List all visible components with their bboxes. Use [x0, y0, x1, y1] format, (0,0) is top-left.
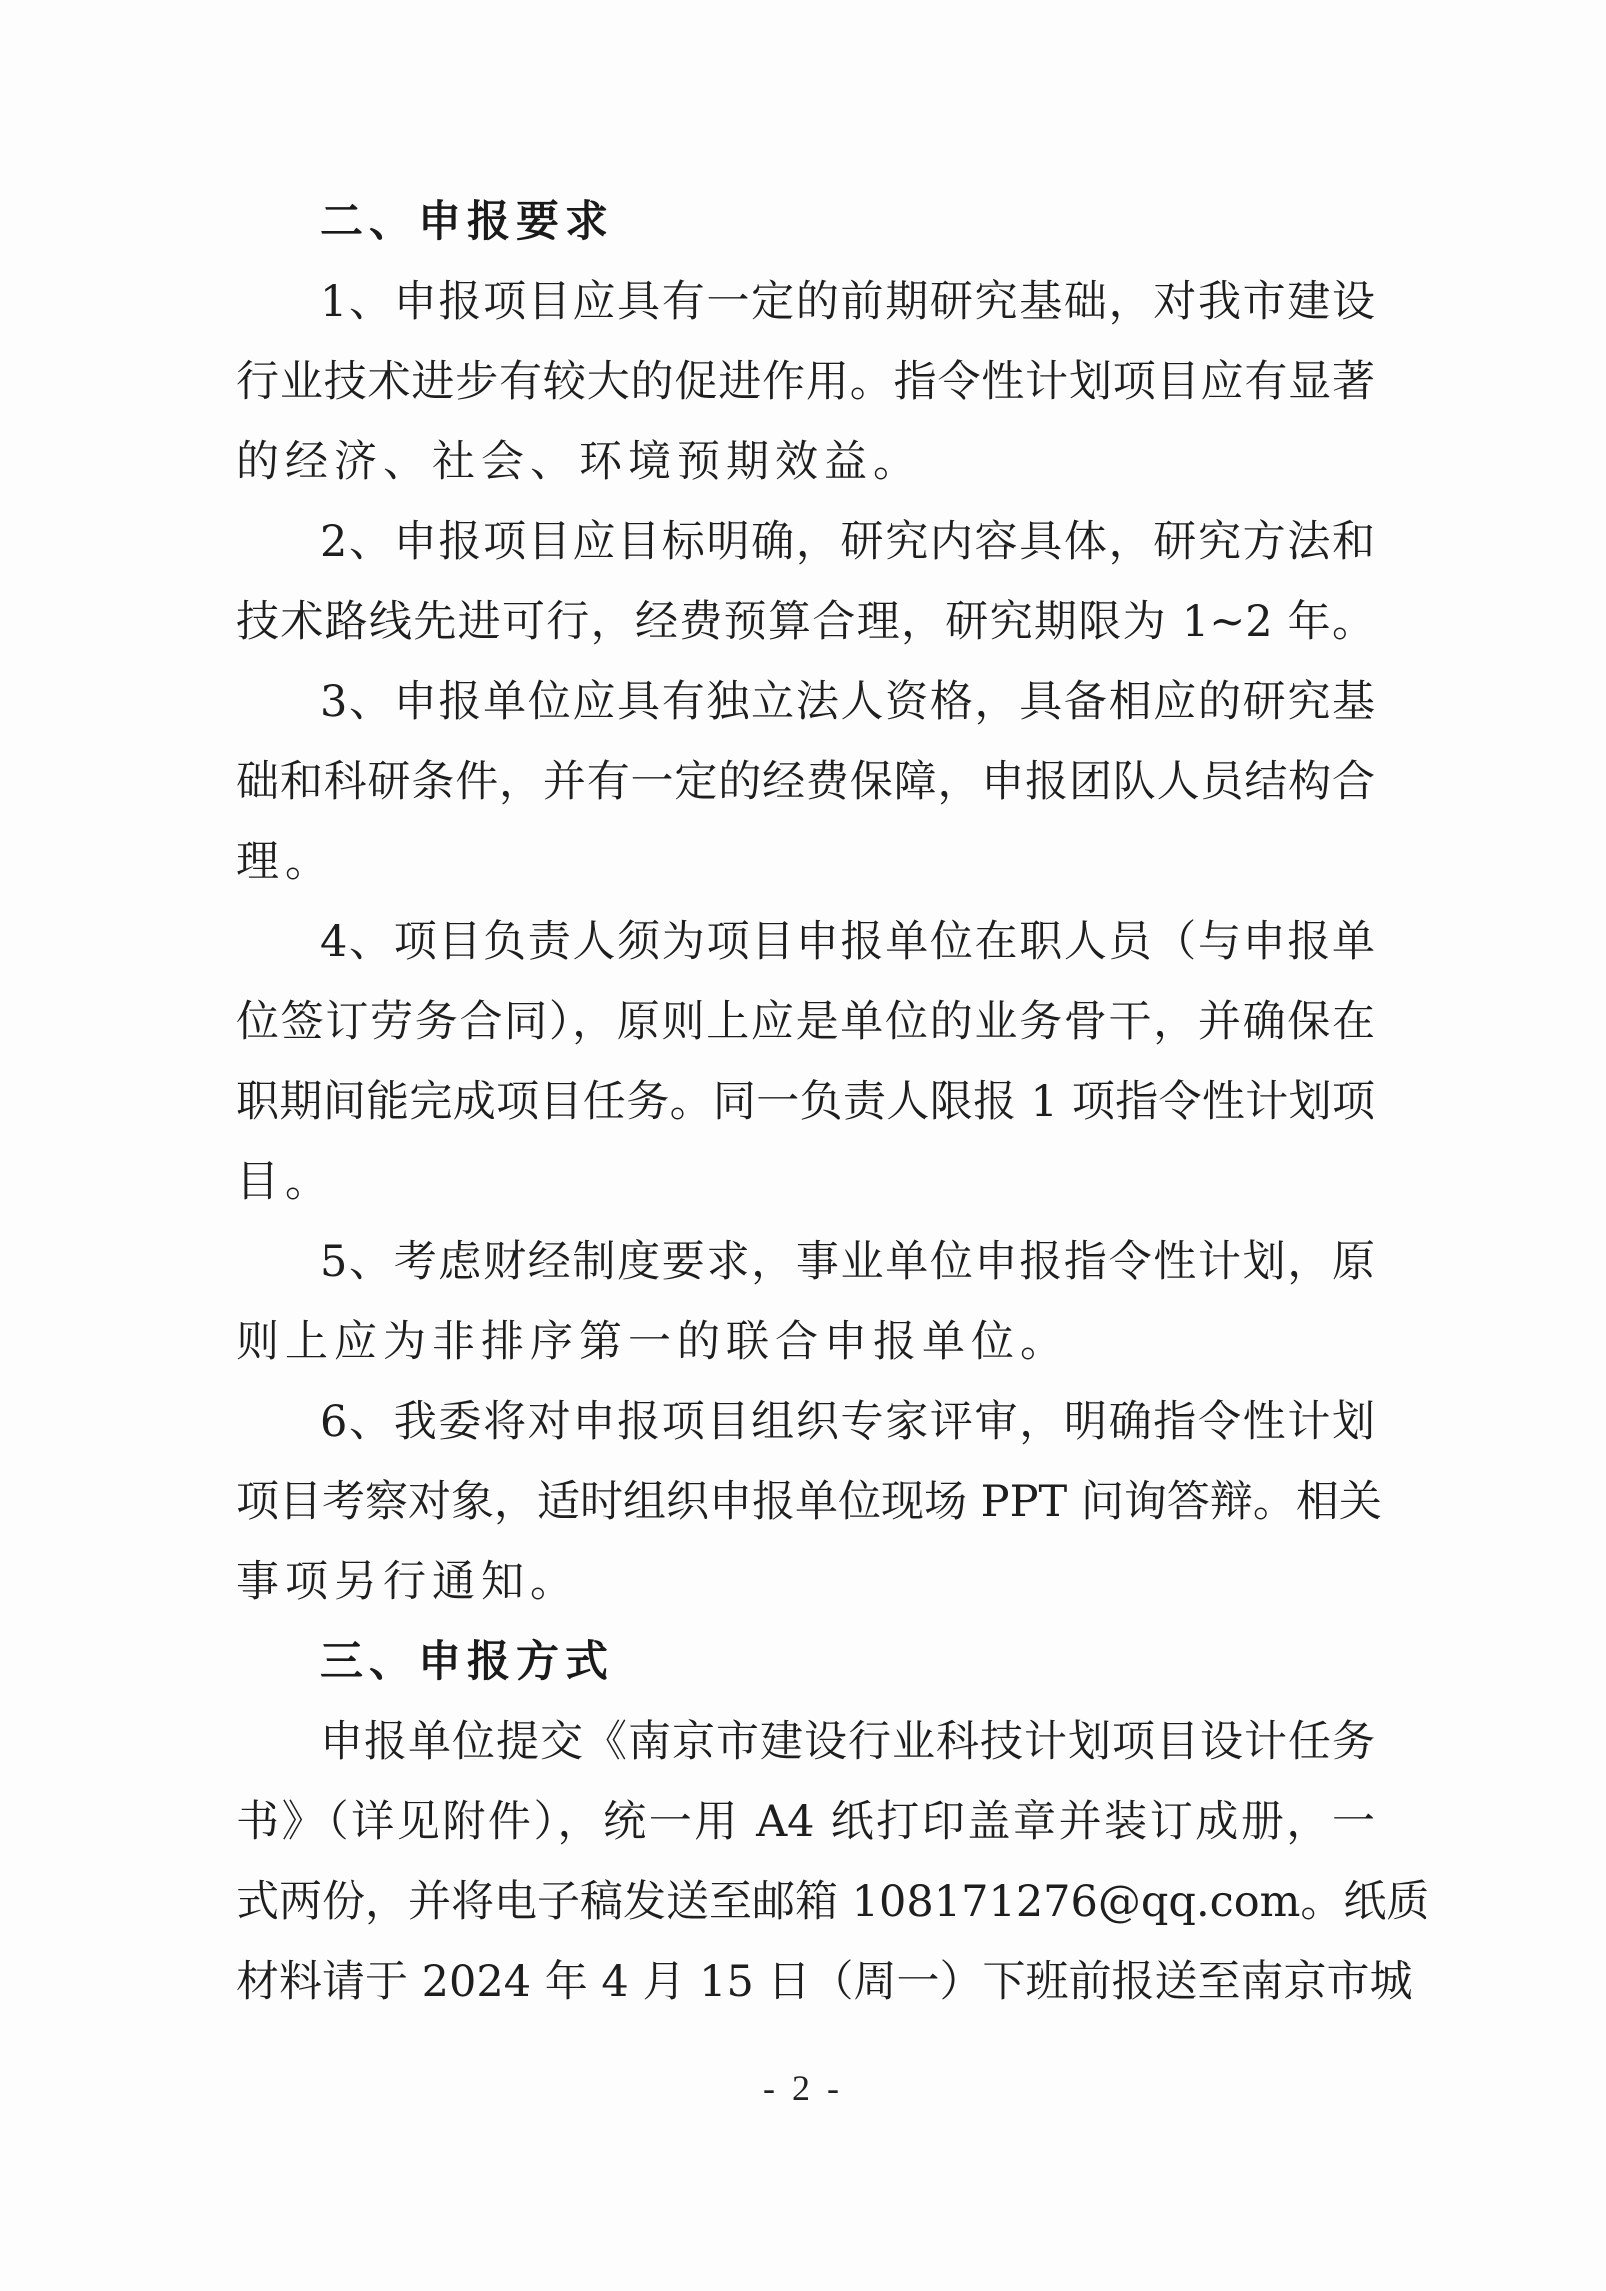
paragraph-line: 的经济、社会、环境预期效益。	[236, 437, 922, 487]
paragraph-line: 式两份，并将电子稿发送至邮箱 108171276@qq.com。纸质	[236, 1877, 1430, 1927]
paragraph-line: 目。	[236, 1157, 334, 1207]
paragraph-line: 技术路线先进可行，经费预算合理，研究期限为 1~2 年。	[236, 597, 1375, 647]
page-number: - 2 -	[763, 2068, 843, 2108]
paragraph-line: 职期间能完成项目任务。同一负责人限报 1 项指令性计划项	[236, 1077, 1375, 1127]
paragraph-line: 申报单位提交《南京市建设行业科技计划项目设计任务	[320, 1717, 1375, 1767]
section-heading-requirements: 二、申报要求	[320, 197, 614, 247]
paragraph-line: 事项另行通知。	[236, 1557, 579, 1607]
paragraph-line: 2、申报项目应目标明确，研究内容具体，研究方法和	[320, 517, 1375, 567]
paragraph-line: 础和科研条件，并有一定的经费保障，申报团队人员结构合	[236, 757, 1375, 807]
paragraph-line: 材料请于 2024 年 4 月 15 日（周一）下班前报送至南京市城	[236, 1957, 1413, 2007]
paragraph-line: 3、申报单位应具有独立法人资格，具备相应的研究基	[320, 677, 1375, 727]
paragraph-line: 则上应为非排序第一的联合申报单位。	[236, 1317, 1069, 1367]
paragraph-line: 6、我委将对申报项目组织专家评审，明确指令性计划	[320, 1397, 1375, 1447]
paragraph-line: 4、项目负责人须为项目申报单位在职人员（与申报单	[320, 917, 1375, 967]
paragraph-line: 行业技术进步有较大的促进作用。指令性计划项目应有显著	[236, 357, 1375, 407]
paragraph-line: 5、考虑财经制度要求，事业单位申报指令性计划，原	[320, 1237, 1375, 1287]
section-heading-method: 三、申报方式	[320, 1637, 614, 1687]
paragraph-line: 理。	[236, 837, 334, 887]
paragraph-line: 书》（详见附件），统一用 A4 纸打印盖章并装订成册，一	[236, 1797, 1375, 1847]
paragraph-line: 1、申报项目应具有一定的前期研究基础，对我市建设	[320, 277, 1375, 327]
paragraph-line: 位签订劳务合同），原则上应是单位的业务骨干，并确保在	[236, 997, 1375, 1047]
paragraph-line: 项目考察对象，适时组织申报单位现场 PPT 问询答辩。相关	[236, 1477, 1382, 1527]
